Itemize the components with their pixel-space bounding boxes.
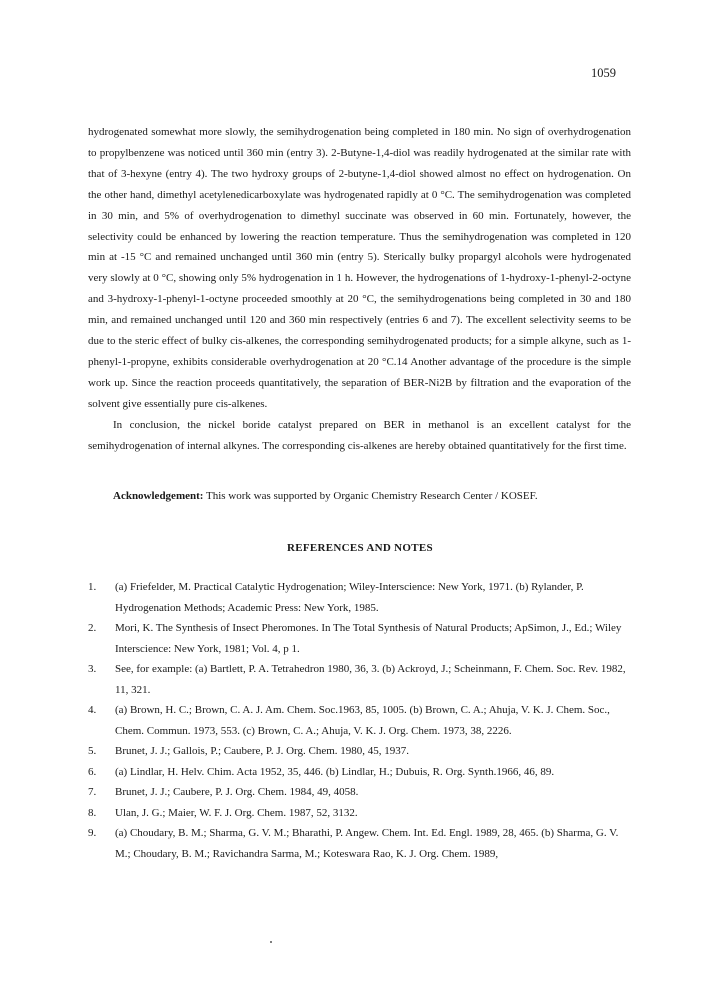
- acknowledgement-text: This work was supported by Organic Chemistry Research Center / KOSEF.: [203, 490, 538, 502]
- paragraph-conclusion: In conclusion, the nickel boride catalyst prepared on BER in methanol is an excellent catalyst for the semihydrogenation of internal alkynes. The corresponding cis-alkenes are hereby obtained quantitatively for the first time.: [88, 418, 631, 452]
- reference-text: Mori, K. The Synthesis of Insect Pheromones. In The Total Synthesis of Natural Products; ApSimon, J., Ed.; Wiley Interscience: New York, 1981; Vol. 4, p 1.: [115, 622, 622, 655]
- acknowledgement: [113, 486, 633, 506]
- reference-number: 6.: [88, 765, 97, 778]
- reference-number: 3.: [88, 663, 97, 675]
- references-title: REFERENCES AND NOTES: [287, 542, 433, 554]
- reference-item: [88, 618, 633, 659]
- reference-number: 1.: [88, 581, 97, 593]
- reference-text: (a) Lindlar, H. Helv. Chim. Acta 1952, 35, 446. (b) Lindlar, H.; Dubuis, R. Org. Synth.1966, 46, 89.: [115, 765, 555, 778]
- reference-item: [88, 700, 633, 741]
- body-text: [88, 122, 631, 457]
- reference-number: 9.: [88, 827, 97, 839]
- scan-mark: [270, 941, 272, 943]
- reference-item: [88, 782, 633, 803]
- reference-text: See, for example: (a) Bartlett, P. A. Tetrahedron 1980, 36, 3. (b) Ackroyd, J.; Scheinmann, F. Chem. Soc. Rev. 1982, 11, 321.: [115, 663, 626, 696]
- acknowledgement-label: Acknowledgement:: [113, 490, 204, 502]
- reference-number: 8.: [88, 806, 97, 819]
- reference-text: Brunet, J. J.; Caubere, P. J. Org. Chem. 1984, 49, 4058.: [115, 786, 359, 798]
- reference-number: 7.: [88, 786, 97, 798]
- reference-number: 4.: [88, 704, 97, 716]
- reference-number: 5.: [88, 745, 97, 757]
- reference-item: [88, 659, 633, 700]
- reference-text: (a) Choudary, B. M.; Sharma, G. V. M.; Bharathi, P. Angew. Chem. Int. Ed. Engl. 1989, 28, 465. (b) Sharma, G. V. M.; Choudary, B. M.; Ravichandra Sarma, M.; Koteswara Rao, K. J. Org. Chem. 1989,: [115, 827, 619, 860]
- references-list: [88, 577, 633, 864]
- paragraph-results: hydrogenated somewhat more slowly, the semihydrogenation being completed in 180 min. No sign of overhydrogenation to propylbenzene was noticed until 360 min (entry 3). 2-Butyne-1,4-diol was readily hydrogenated at the similar rate with that of 3-hexyne (entry 4). The two hydroxy groups of 2-butyne-1,4-diol showed almost no effect on hydrogenation. On the other hand, dimethyl acetylenedicarboxylate was hydrogenated rapidly at 0 °C. The semihydrogenation was completed in 30 min, and 5% of overhydrogenation to dimethyl succinate was observed in 60 min. Fortunately, however, the selectivity could be enhanced by lowering the reaction temperature. Thus the semihydrogenation was completed in 120 min at -15 °C and remained unchanged until 360 min (entry 5). Sterically bulky propargyl alcohols were hydrogenated very slowly at 0 °C, showing only 5% hydrogenation in 1 h. However, the hydrogenations of 1-hydroxy-1-phenyl-2-octyne and 3-hydroxy-1-phenyl-1-octyne proceeded smoothly at 20 °C, the semihydrogenations being completed in 30 and 180 min, and remained unchanged until 120 and 360 min respectively (entries 6 and 7). The excellent selectivity seems to be due to the steric effect of bulky cis-alkenes, the corresponding semihydrogenated products; for a simple alkyne, such as 1-phenyl-1-propyne, exhibits considerable overhydrogenation at 20 °C.14 Another advantage of the procedure is the simple work up. Since the reaction proceeds quantitatively, the separation of BER-Ni2B by filtration and the evaporation of the solvent give essentially pure cis-alkenes.: [88, 126, 631, 410]
- reference-item: [88, 741, 633, 762]
- reference-item: [88, 577, 633, 618]
- reference-number: 2.: [88, 622, 97, 634]
- reference-text: Brunet, J. J.; Gallois, P.; Caubere, P. J. Org. Chem. 1980, 45, 1937.: [115, 745, 410, 757]
- reference-item: [88, 762, 633, 783]
- reference-text: (a) Friefelder, M. Practical Catalytic Hydrogenation; Wiley-Interscience: New York, 1971. (b) Rylander, P. Hydrogenation Methods; Academic Press: New York, 1985.: [115, 581, 584, 614]
- reference-text: (a) Brown, H. C.; Brown, C. A. J. Am. Chem. Soc.1963, 85, 1005. (b) Brown, C. A.; Ahuja, V. K. J. Chem. Soc., Chem. Commun. 1973, 553. (c) Brown, C. A.; Ahuja, V. K. J. Org. Chem. 1973, 38, 2226.: [115, 704, 610, 737]
- reference-text: Ulan, J. G.; Maier, W. F. J. Org. Chem. 1987, 52, 3132.: [115, 806, 358, 819]
- reference-item: [88, 803, 633, 824]
- page-number: 1059: [591, 66, 616, 80]
- reference-item: [88, 823, 633, 864]
